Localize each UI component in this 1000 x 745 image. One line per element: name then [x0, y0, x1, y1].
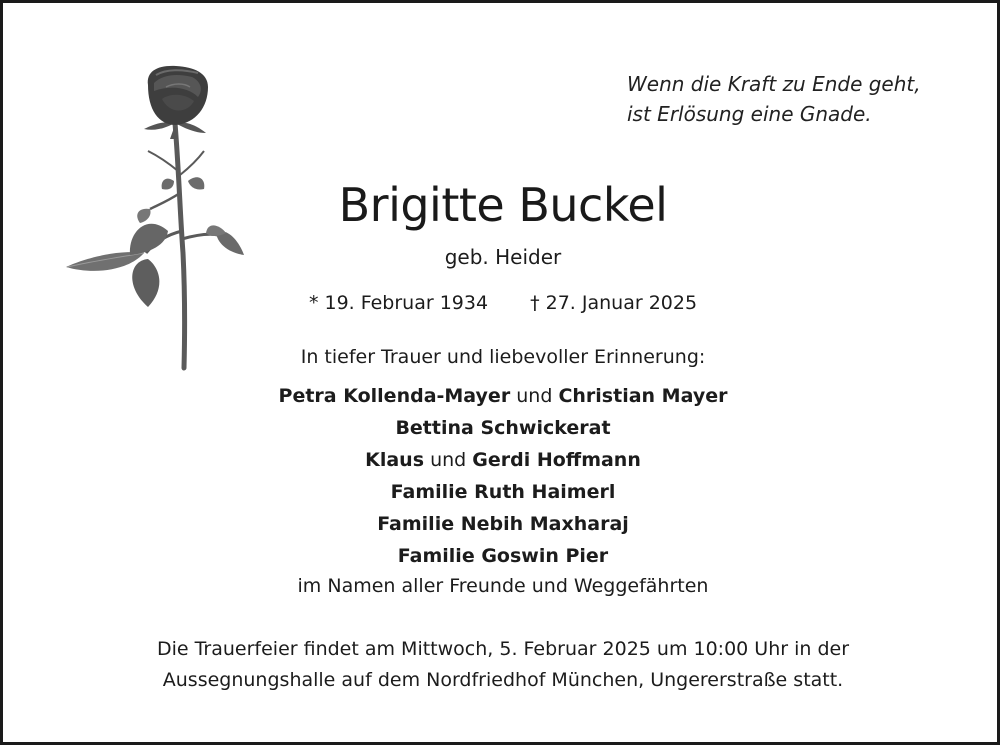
mourner-name: Gerdi Hoffmann [472, 449, 641, 471]
mourner-name: Familie Ruth Haimerl [390, 481, 616, 503]
mourner-line [153, 476, 853, 508]
closing-line: im Namen aller Freunde und Weggefährten [297, 575, 709, 597]
rose-icon [58, 63, 253, 373]
conjunction: und [430, 449, 467, 471]
quote-line: ist Erlösung eine Gnade. [627, 102, 872, 126]
service-line: Aussegnungshalle auf dem Nordfriedhof München, Ungererstraße statt. [162, 669, 844, 691]
maiden-name: geb. Heider [444, 245, 562, 269]
mourner-line [153, 508, 853, 540]
death-date: † 27. Januar 2025 [530, 292, 698, 314]
mourner-name: Petra Kollenda-Mayer [278, 385, 511, 407]
mourners-list [153, 380, 853, 572]
birth-date: * 19. Februar 1934 [308, 292, 489, 314]
quote [627, 69, 967, 129]
mourner-line [153, 540, 853, 572]
mourner-name: Familie Nebih Maxharaj [377, 513, 629, 535]
mourning-intro: In tiefer Trauer und liebevoller Erinnerung: [300, 346, 706, 368]
mourner-line [153, 380, 853, 412]
mourner-name: Christian Mayer [558, 385, 728, 407]
mourner-line [153, 444, 853, 476]
mourner-name: Bettina Schwickerat [395, 417, 611, 439]
service-line: Die Trauerfeier findet am Mittwoch, 5. Februar 2025 um 10:00 Uhr in der [156, 638, 850, 660]
service-info [63, 634, 943, 696]
mourner-line [153, 412, 853, 444]
deceased-name: Brigitte Buckel [338, 178, 668, 232]
conjunction: und [516, 385, 553, 407]
life-dates [243, 289, 763, 317]
mourner-name: Klaus [365, 449, 425, 471]
quote-line: Wenn die Kraft zu Ende geht, [627, 72, 921, 96]
mourner-name: Familie Goswin Pier [397, 545, 609, 567]
